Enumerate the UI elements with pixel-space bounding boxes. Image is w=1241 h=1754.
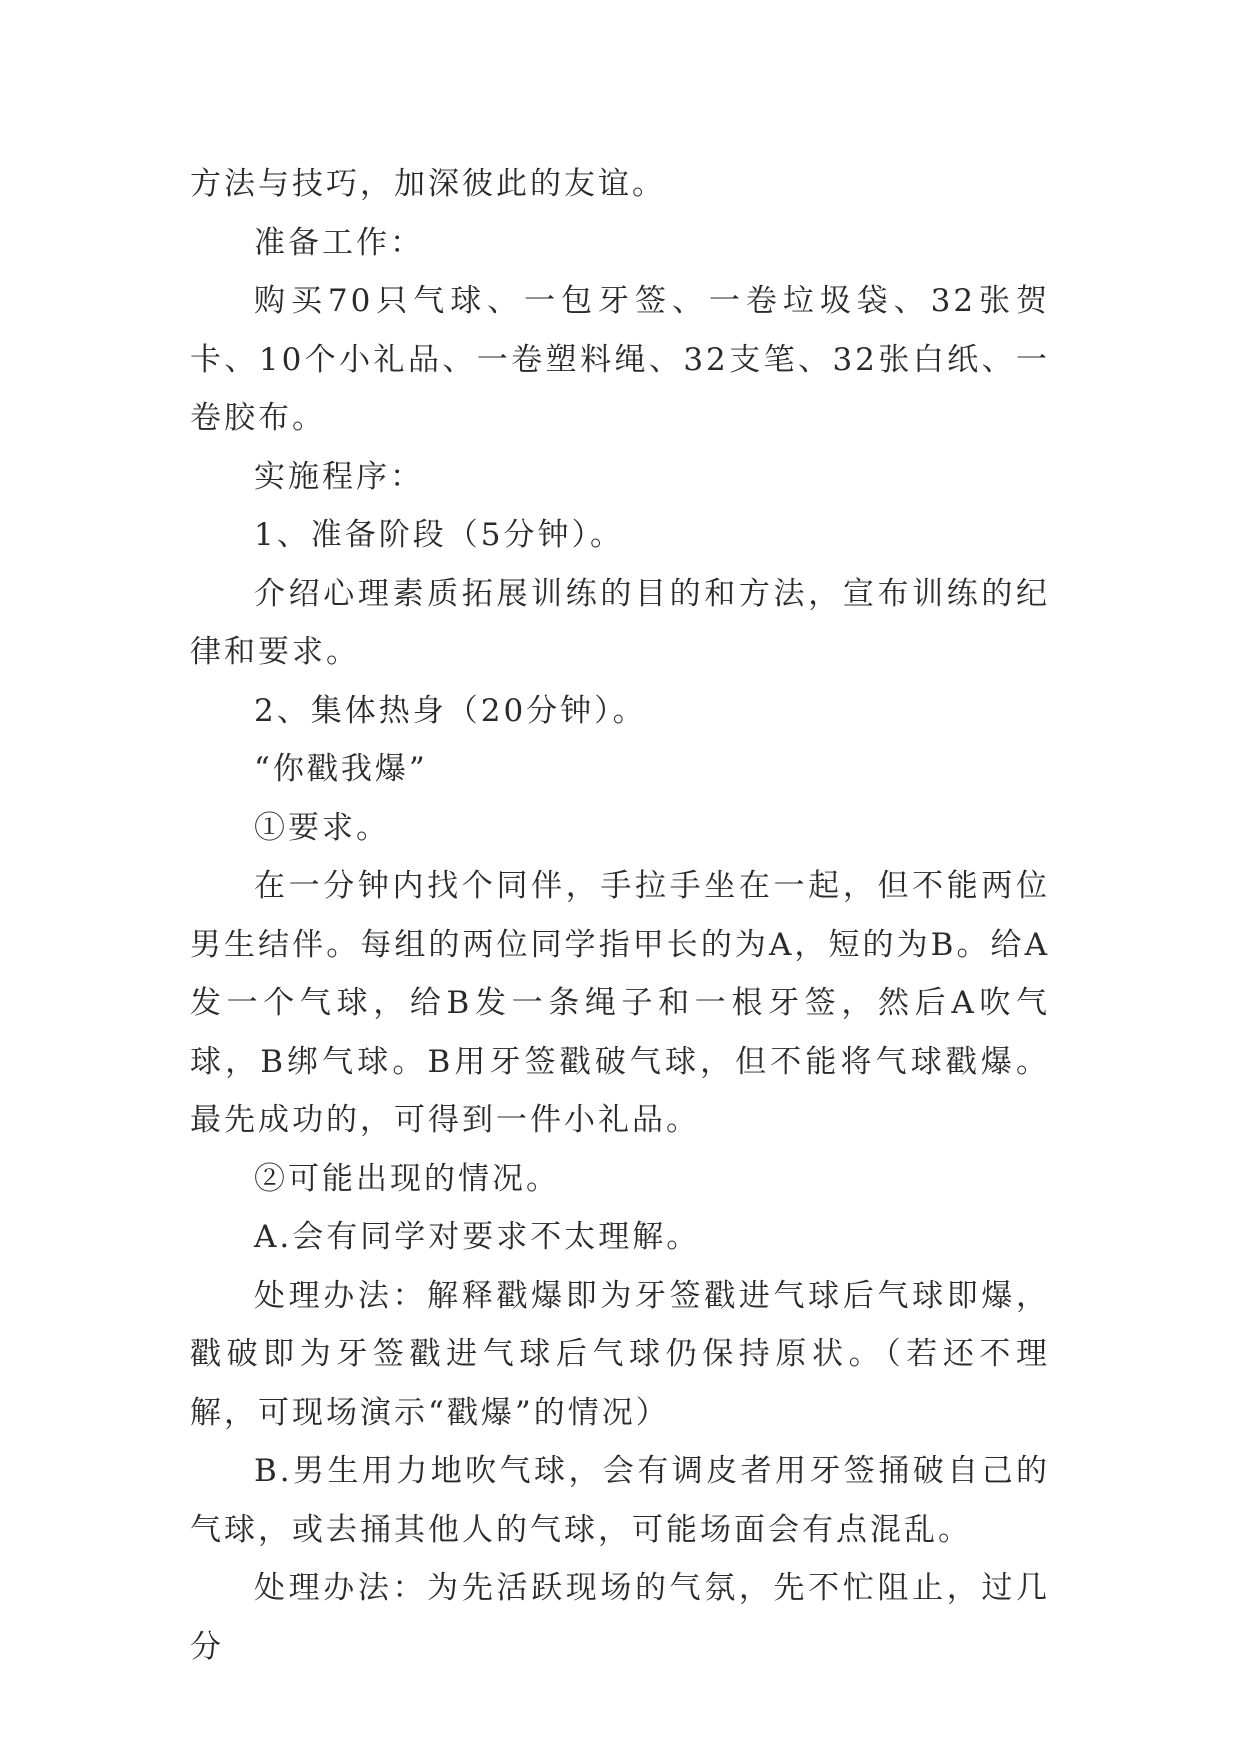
- paragraph: 1、准备阶段（5分钟）。: [254, 517, 624, 553]
- paragraph: ①要求。: [254, 809, 390, 846]
- document-body: [190, 155, 1050, 1676]
- paragraph: 处理办法：解释戳爆即为牙签戳进气球后气球即爆，戳破即为牙签戳进气球后气球仍保持原状。（若还不理解，可现场演示“戳爆”的情况）: [190, 1277, 1050, 1431]
- paragraph: 2、集体热身（20分钟）。: [254, 692, 647, 729]
- paragraph: 在一分钟内找个同伴，手拉手坐在一起，但不能两位男生结伴。每组的两位同学指甲长的为A，短的为B。给A发一个气球，给B发一条绳子和一根牙签，然后A吹气球，B绑气球。B用牙签戳破气球，但不能将气球戳爆。最先成功的，可得到一件小礼品。: [190, 868, 1050, 1138]
- paragraph: B.男生用力地吹气球，会有调皮者用牙签捅破自己的气球，或去捅其他人的气球，可能场面会有点混乱。: [190, 1453, 1050, 1548]
- paragraph: 介绍心理素质拓展训练的目的和方法，宣布训练的纪律和要求。: [190, 575, 1050, 670]
- paragraph: 方法与技巧，加深彼此的友谊。: [190, 166, 666, 202]
- paragraph: “你戳我爆”: [254, 751, 428, 787]
- paragraph: ②可能出现的情况。: [254, 1160, 560, 1197]
- paragraph: 购买70只气球、一包牙签、一卷垃圾袋、32张贺卡、10个小礼品、一卷塑料绳、32支笔、32张白纸、一卷胶布。: [190, 283, 1050, 436]
- paragraph: 实施程序：: [254, 458, 424, 495]
- paragraph: A.会有同学对要求不太理解。: [254, 1219, 701, 1255]
- paragraph: 准备工作：: [254, 224, 424, 261]
- paragraph: 处理办法：为先活跃现场的气氛，先不忙阻止，过几分: [190, 1570, 1050, 1665]
